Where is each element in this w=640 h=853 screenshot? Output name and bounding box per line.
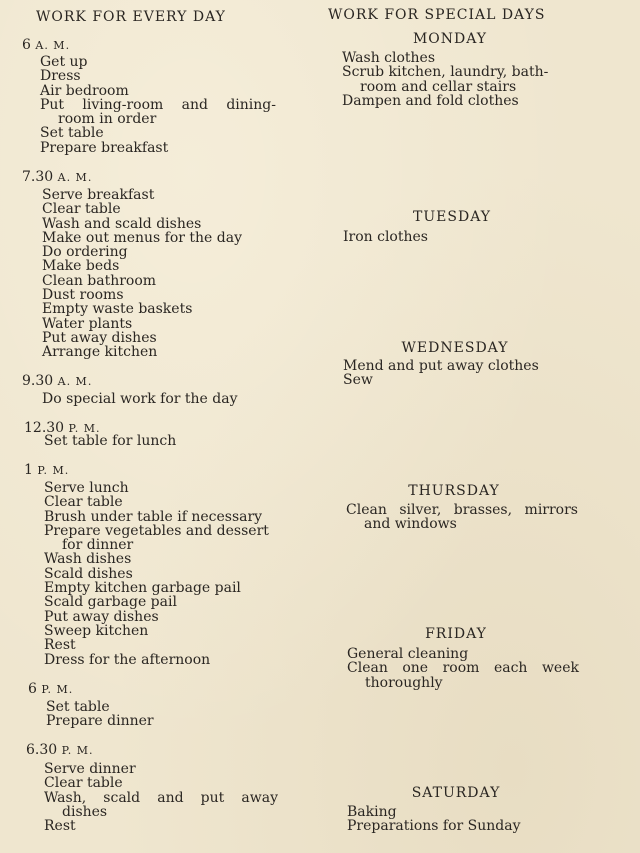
list-item: Clear table bbox=[42, 201, 121, 218]
task-list bbox=[44, 434, 280, 448]
list-item: Wash clothes bbox=[342, 50, 436, 66]
task-list bbox=[42, 188, 278, 360]
list-item: Empty kitchen garbage pail bbox=[44, 580, 241, 597]
list-item: Set table for lunch bbox=[44, 433, 177, 449]
task-list bbox=[347, 805, 579, 834]
list-item: Dust rooms bbox=[42, 287, 124, 304]
task-list bbox=[42, 392, 278, 406]
list-item: Preparations for Sunday bbox=[347, 818, 521, 835]
list-item: Get up bbox=[40, 54, 88, 70]
list-item: for dinner bbox=[62, 537, 134, 554]
list-item: Do special work for the day bbox=[42, 391, 238, 407]
list-item: Prepare dinner bbox=[46, 713, 154, 730]
list-item: room and cellar stairs bbox=[360, 78, 517, 95]
list-item: Rest bbox=[44, 818, 76, 835]
day-heading: FRIDAY bbox=[425, 626, 487, 642]
list-item: Rest bbox=[44, 637, 76, 654]
list-item: Dampen and fold clothes bbox=[342, 92, 519, 109]
list-item: Set table bbox=[46, 699, 110, 715]
list-item: Mend and put away clothes bbox=[343, 358, 539, 374]
list-item: Clean one room each week bbox=[347, 660, 579, 677]
list-item: Clean bathroom bbox=[42, 272, 157, 289]
list-item: Dress for the afternoon bbox=[44, 651, 211, 668]
time-label: 12.30 P. M. bbox=[24, 420, 101, 436]
task-list bbox=[343, 359, 577, 388]
task-list bbox=[46, 700, 278, 729]
time-label: 6 P. M. bbox=[28, 681, 74, 697]
list-item: Serve dinner bbox=[44, 761, 136, 777]
day-heading: THURSDAY bbox=[408, 483, 500, 499]
list-item: dishes bbox=[62, 803, 108, 820]
day-heading: WEDNESDAY bbox=[401, 340, 509, 356]
list-item: Prepare breakfast bbox=[40, 139, 169, 156]
task-list bbox=[347, 647, 579, 690]
list-item: Set table bbox=[40, 125, 104, 142]
every-day-heading: WORK FOR EVERY DAY bbox=[36, 9, 226, 25]
list-item: Scald dishes bbox=[44, 565, 133, 582]
list-item: Baking bbox=[347, 804, 397, 820]
list-item: Wash dishes bbox=[44, 551, 132, 568]
task-list bbox=[44, 762, 278, 833]
list-item: General cleaning bbox=[347, 646, 469, 662]
list-item: Do ordering bbox=[42, 244, 128, 261]
list-item: room in order bbox=[58, 111, 157, 128]
list-item: Put away dishes bbox=[42, 329, 157, 346]
day-heading: TUESDAY bbox=[413, 209, 491, 225]
list-item: Arrange kitchen bbox=[42, 344, 158, 361]
list-item: Scrub kitchen, laundry, bath- bbox=[342, 64, 549, 81]
list-item: Serve breakfast bbox=[42, 187, 155, 203]
list-item: Clear table bbox=[44, 775, 123, 792]
time-label: 7.30 A. M. bbox=[22, 169, 93, 185]
list-item: Scald garbage pail bbox=[44, 594, 177, 611]
task-list bbox=[346, 503, 578, 532]
task-list bbox=[40, 55, 276, 155]
day-heading: MONDAY bbox=[412, 31, 488, 47]
list-item: Serve lunch bbox=[44, 480, 129, 496]
list-item: Air bedroom bbox=[40, 82, 129, 99]
list-item: Sweep kitchen bbox=[44, 622, 149, 639]
time-label: 9.30 A. M. bbox=[22, 373, 93, 389]
list-item: Make beds bbox=[42, 258, 120, 275]
list-item: thoroughly bbox=[365, 674, 443, 691]
task-list bbox=[343, 230, 577, 244]
list-item: Clean silver, brasses, mirrors bbox=[346, 502, 578, 518]
special-days-heading: WORK FOR SPECIAL DAYS bbox=[328, 7, 546, 23]
list-item: and windows bbox=[364, 516, 457, 533]
day-heading: SATURDAY bbox=[411, 785, 501, 801]
time-label: 6.30 P. M. bbox=[26, 742, 94, 758]
list-item: Dress bbox=[40, 68, 81, 85]
time-label: 1 P. M. bbox=[24, 462, 70, 478]
time-label: 6 A. M. bbox=[22, 37, 71, 53]
list-item: Empty waste baskets bbox=[42, 301, 193, 318]
list-item: Put away dishes bbox=[44, 608, 159, 625]
task-list bbox=[342, 51, 576, 108]
list-item: Brush under table if necessary bbox=[44, 508, 263, 525]
list-item: Wash, scald and put away bbox=[44, 789, 278, 806]
list-item: Wash and scald dishes bbox=[42, 215, 202, 232]
list-item: Clear table bbox=[44, 494, 123, 511]
task-list bbox=[44, 481, 278, 667]
list-item: Iron clothes bbox=[343, 229, 428, 245]
list-item: Make out menus for the day bbox=[42, 229, 242, 246]
list-item: Put living-room and dining- bbox=[40, 96, 276, 113]
list-item: Sew bbox=[343, 372, 373, 389]
list-item: Water plants bbox=[42, 315, 133, 332]
list-item: Prepare vegetables and dessert bbox=[44, 522, 269, 539]
